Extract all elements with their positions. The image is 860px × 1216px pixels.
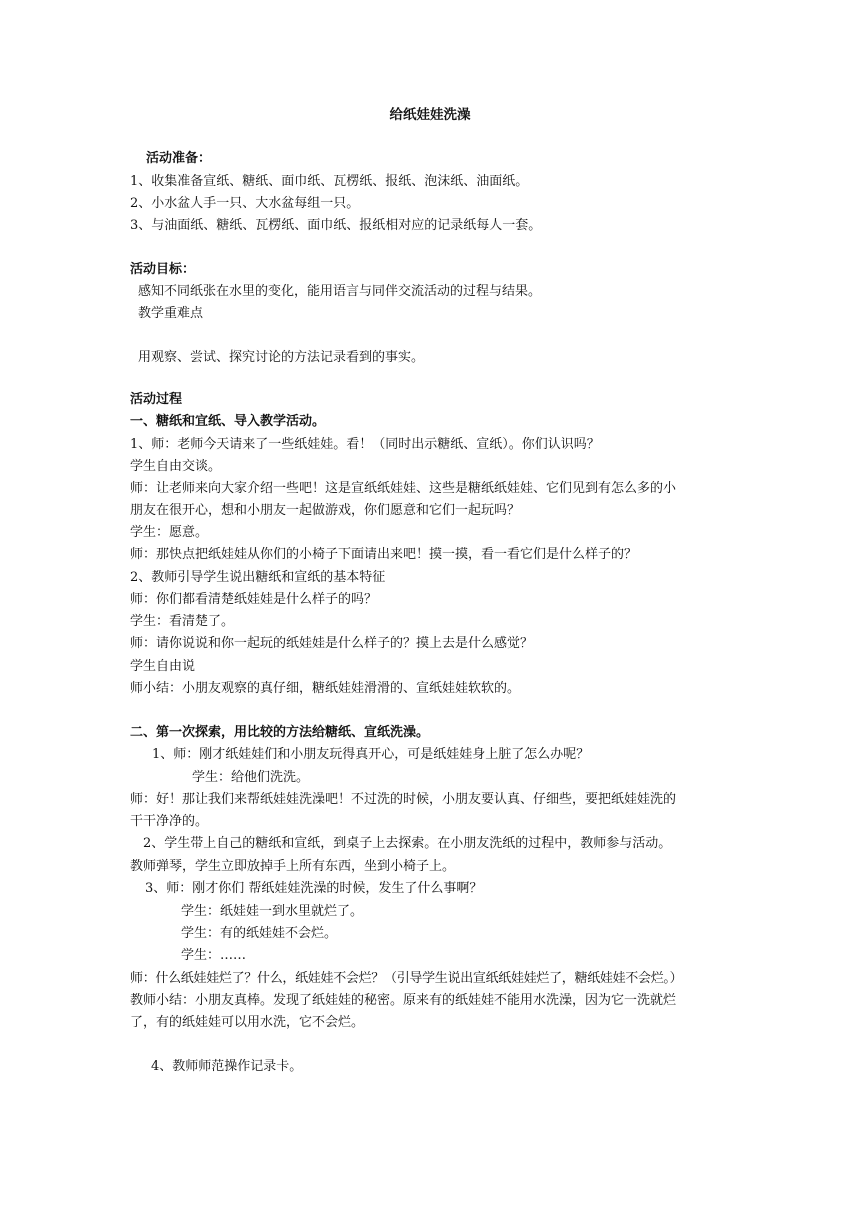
paragraph-line: 学生：纸娃娃一到水里就烂了。	[181, 904, 364, 919]
part1-heading: 一、糖纸和宜纸、导入教学活动。	[130, 414, 326, 429]
paragraph-line: 4、教师师范操作记录卡。	[151, 1059, 303, 1074]
paragraph-line: 了，有的纸娃娃可以用水洗，它不会烂。	[130, 1015, 365, 1030]
paragraph-line: 师：请你说说和你一起玩的纸娃娃是什么样子的？摸上去是什么感觉？	[130, 636, 534, 651]
prep-item: 3、与油面纸、糖纸、瓦楞纸、面巾纸、报纸相对应的记录纸每人一套。	[130, 218, 542, 233]
page-title: 给纸娃娃洗澡	[389, 107, 471, 123]
part2-heading: 二、第一次探索，用比较的方法给糖纸、宣纸洗澡。	[130, 725, 430, 740]
paragraph-line: 教师小结：小朋友真棒。发现了纸娃娃的秘密。原来有的纸娃娃不能用水洗澡，因为它一洗就烂	[130, 993, 677, 1008]
paragraph-line: 学生：看清楚了。	[130, 614, 235, 629]
paragraph-line: 师：好！那让我们来帮纸娃娃洗澡吧！不过洗的时候，小朋友要认真、仔细些，要把纸娃娃洗的	[130, 792, 677, 807]
paragraph-line: 干干净净的。	[130, 814, 209, 829]
prep-item: 1、收集准备宣纸、糖纸、面巾纸、瓦楞纸、报纸、泡沫纸、油面纸。	[130, 174, 529, 189]
paragraph-line: 师小结：小朋友观察的真仔细，糖纸娃娃滑滑的、宣纸娃娃软软的。	[130, 681, 521, 696]
paragraph-line: 3、师：刚才你们 帮纸娃娃洗澡的时候，发生了什么事啊？	[145, 881, 483, 896]
prep-item: 2、小水盆人手一只、大水盆每组一只。	[130, 196, 360, 211]
goals-heading: 活动目标：	[130, 262, 196, 277]
paragraph-line: 朋友在很开心，想和小朋友一起做游戏，你们愿意和它们一起玩吗？	[130, 503, 521, 518]
paragraph-line: 师：那快点把纸娃娃从你们的小椅子下面请出来吧！摸一摸，看一看它们是什么样子的？	[130, 547, 638, 562]
prep-heading: 活动准备：	[146, 151, 212, 166]
paragraph-line: 2、教师引导学生说出糖纸和宣纸的基本特征	[130, 570, 386, 585]
paragraph-line: 2、学生带上自己的糖纸和宣纸，到桌子上去探索。在小朋友洗纸的过程中，教师参与活动。	[143, 836, 672, 851]
paragraph-line: 1、师：刚才纸娃娃们和小朋友玩得真开心，可是纸娃娃身上脏了怎么办呢？	[152, 747, 590, 762]
paragraph-line: 学生：有的纸娃娃不会烂。	[181, 926, 338, 941]
paragraph-line: 学生自由交谈。	[130, 459, 222, 474]
paragraph-line: 1、师：老师今天请来了一些纸娃娃。看！（同时出示糖纸、宣纸）。你们认识吗？	[130, 437, 600, 452]
paragraph-line: 师：你们都看清楚纸娃娃是什么样子的吗？	[130, 592, 378, 607]
paragraph-line: 教师弹琴，学生立即放掉手上所有东西，坐到小椅子上。	[130, 859, 456, 874]
paragraph-line: 师：让老师来向大家介绍一些吧！这是宣纸纸娃娃、这些是糖纸纸娃娃、它们见到有怎么多的小	[130, 481, 677, 496]
paragraph-line: 师：什么纸娃娃烂了？什么，纸娃娃不会烂？（引导学生说出宣纸纸娃娃烂了，糖纸娃娃不会烂。）	[130, 971, 683, 986]
paragraph-line: 学生：……	[181, 948, 247, 963]
key-points-heading: 教学重难点	[138, 306, 204, 321]
paragraph-line: 学生自由说	[130, 659, 196, 674]
paragraph-line: 学生：愿意。	[130, 525, 209, 540]
process-heading: 活动过程	[130, 392, 183, 407]
paragraph-line: 学生：给他们洗洗。	[192, 770, 310, 785]
key-points-text: 用观察、尝试、探究讨论的方法记录看到的事实。	[138, 350, 425, 365]
goals-text: 感知不同纸张在水里的变化，能用语言与同伴交流活动的过程与结果。	[138, 284, 542, 299]
